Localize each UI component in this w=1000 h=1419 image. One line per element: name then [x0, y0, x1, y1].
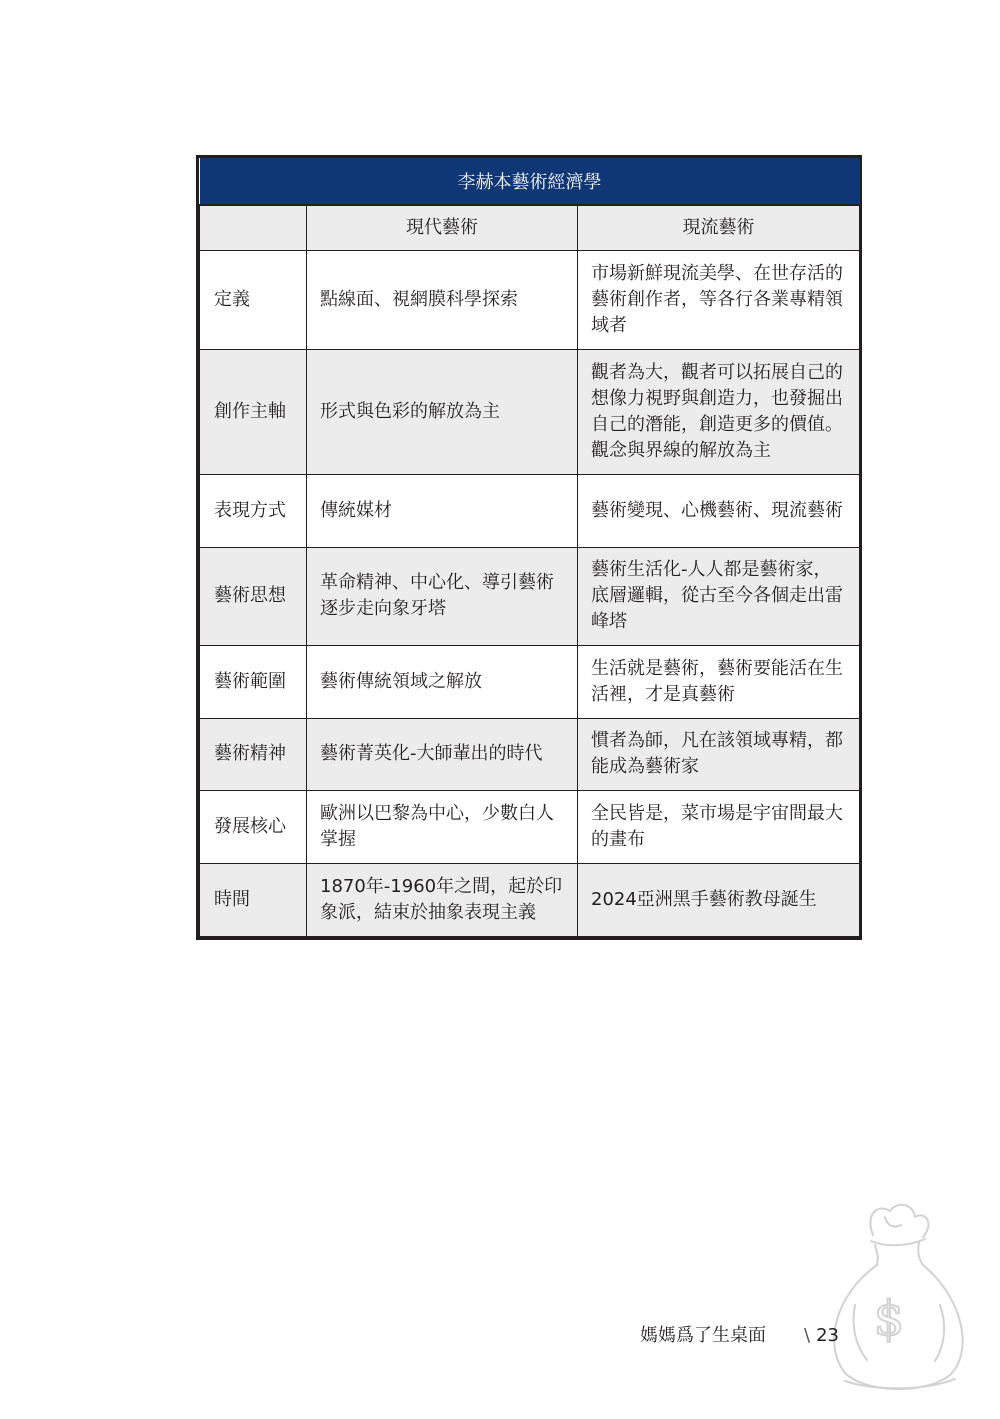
row-label: 定義	[200, 250, 307, 349]
table-row	[200, 349, 860, 474]
table-row	[200, 250, 860, 349]
table-row	[200, 645, 860, 718]
column-header-empty	[200, 205, 307, 250]
table-row	[200, 863, 860, 936]
cell-modern: 形式與色彩的解放為主	[307, 349, 578, 474]
cell-current: 藝術變現、心機藝術、現流藝術	[578, 474, 860, 547]
cell-current: 慣者為師，凡在該領域專精，都能成為藝術家	[578, 718, 860, 790]
row-label: 藝術範圍	[200, 645, 307, 718]
cell-current: 生活就是藝術，藝術要能活在生活裡，才是真藝術	[578, 645, 860, 718]
table-title: 李赫本藝術經濟學	[200, 158, 860, 205]
cell-modern: 歐洲以巴黎為中心，少數白人掌握	[307, 790, 578, 863]
cell-modern: 革命精神、中心化、導引藝術逐步走向象牙塔	[307, 547, 578, 645]
column-header-modern-art: 現代藝術	[307, 205, 578, 250]
cell-modern: 藝術菁英化-大師輩出的時代	[307, 718, 578, 790]
row-label: 時間	[200, 863, 307, 936]
row-label: 藝術精神	[200, 718, 307, 790]
cell-modern: 點線面、視網膜科學探索	[307, 250, 578, 349]
comparison-table	[199, 158, 860, 937]
row-label: 創作主軸	[200, 349, 307, 474]
footer-separator: \	[804, 1325, 811, 1346]
comparison-table-container	[196, 155, 862, 940]
row-label: 表現方式	[200, 474, 307, 547]
cell-modern: 藝術傳統領域之解放	[307, 645, 578, 718]
cell-current: 市場新鮮現流美學、在世存活的藝術創作者，等各行各業專精領域者	[578, 250, 860, 349]
row-label: 藝術思想	[200, 547, 307, 645]
money-bag-icon	[815, 1195, 975, 1395]
cell-current: 2024亞洲黑手藝術教母誕生	[578, 863, 860, 936]
table-row	[200, 474, 860, 547]
page-footer	[640, 1321, 839, 1347]
cell-modern: 傳統媒材	[307, 474, 578, 547]
table-row	[200, 718, 860, 790]
column-header-row	[200, 205, 860, 250]
page-number: 23	[816, 1325, 839, 1346]
cell-current: 藝術生活化-人人都是藝術家，底層邏輯，從古至今各個走出雷峰塔	[578, 547, 860, 645]
table-title-row	[200, 158, 860, 205]
cell-current: 觀者為大，觀者可以拓展自己的想像力視野與創造力，也發掘出自己的潛能，創造更多的價值。觀念與界線的解放為主	[578, 349, 860, 474]
dollar-symbol: $	[873, 1291, 905, 1347]
table-row	[200, 547, 860, 645]
cell-current: 全民皆是，菜市場是宇宙間最大的畫布	[578, 790, 860, 863]
row-label: 發展核心	[200, 790, 307, 863]
table-row	[200, 790, 860, 863]
cell-modern: 1870年-1960年之間，起於印象派，結束於抽象表現主義	[307, 863, 578, 936]
book-title: 媽媽爲了生桌面	[640, 1325, 766, 1346]
column-header-current-art: 現流藝術	[578, 205, 860, 250]
